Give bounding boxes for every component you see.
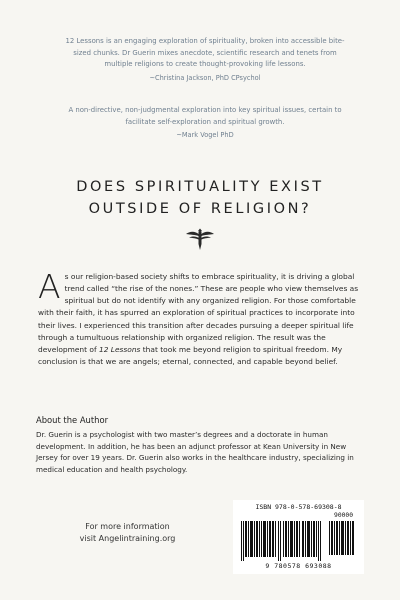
ean-barcode-bars (241, 521, 323, 561)
book-title-italic: 12 Lessons (98, 344, 141, 354)
more-info-line-1: For more information (85, 522, 170, 531)
isbn-number: ISBN 978-0-578-69308-8 (255, 503, 342, 511)
review-2 (60, 105, 350, 140)
ean-digits: 9 780578 693088 (265, 562, 332, 570)
review-quote: A non-directive, non-judgmental exploration into key spiritual issues, certain to facilitate self-exploration and spiritual growth. (68, 106, 342, 126)
headline (0, 176, 400, 220)
winged-figure-icon (185, 228, 215, 252)
review-1 (60, 36, 350, 83)
blurb-text-end: that took me beyond religion to spiritual freedom. My conclusion is that we are angels; eternal, connected, and capable beyond belief. (38, 344, 343, 367)
review-quote: 12 Lessons is an engaging exploration of spirituality, broken into accessible bite-sized chunks. Dr Guerin mixes anecdote, scientific research and tenets from multiple religions to create thought-provoking life lessons. (65, 37, 345, 68)
review-author: ~Christina Jackson, PhD CPsychol (149, 73, 261, 82)
drop-cap: A (38, 267, 61, 306)
headline-line-1: DOES SPIRITUALITY EXIST (76, 179, 324, 195)
about-author-heading: About the Author (36, 415, 109, 425)
headline-line-2: OUTSIDE OF RELIGION? (88, 201, 312, 217)
blurb-text-start: s our religion-based society shifts to embrace spirituality, it is driving a global trend called “the rise of the nones.” These are people who view themselves as spiritual but do not identify with any organized religion. For those comfortable with their faith, it has spurred an exploration of spiritual practices to incorporate into their lives. I experienced this transition after decades pursuing a deeper spiritual life through a tumultuous relationship with organized religion. The result was the development of (38, 272, 359, 354)
isbn-barcode (233, 500, 364, 574)
website-link[interactable]: visit Angelintraining.org (79, 533, 176, 543)
review-author: ~Mark Vogel PhD (176, 131, 234, 139)
price-code: 90000 (334, 512, 353, 519)
more-info (65, 521, 190, 544)
price-addon-bars (329, 521, 356, 555)
about-author-text: Dr. Guerin is a psychologist with two master’s degrees and a doctorate in human development. In addition, he has been an adjunct professor at Kean University in New Jersey for over 19 years. Dr. Guerin also works in the healthcare industry, specializing in medical education and health psychology. (36, 430, 354, 474)
blurb-paragraph (38, 267, 366, 368)
